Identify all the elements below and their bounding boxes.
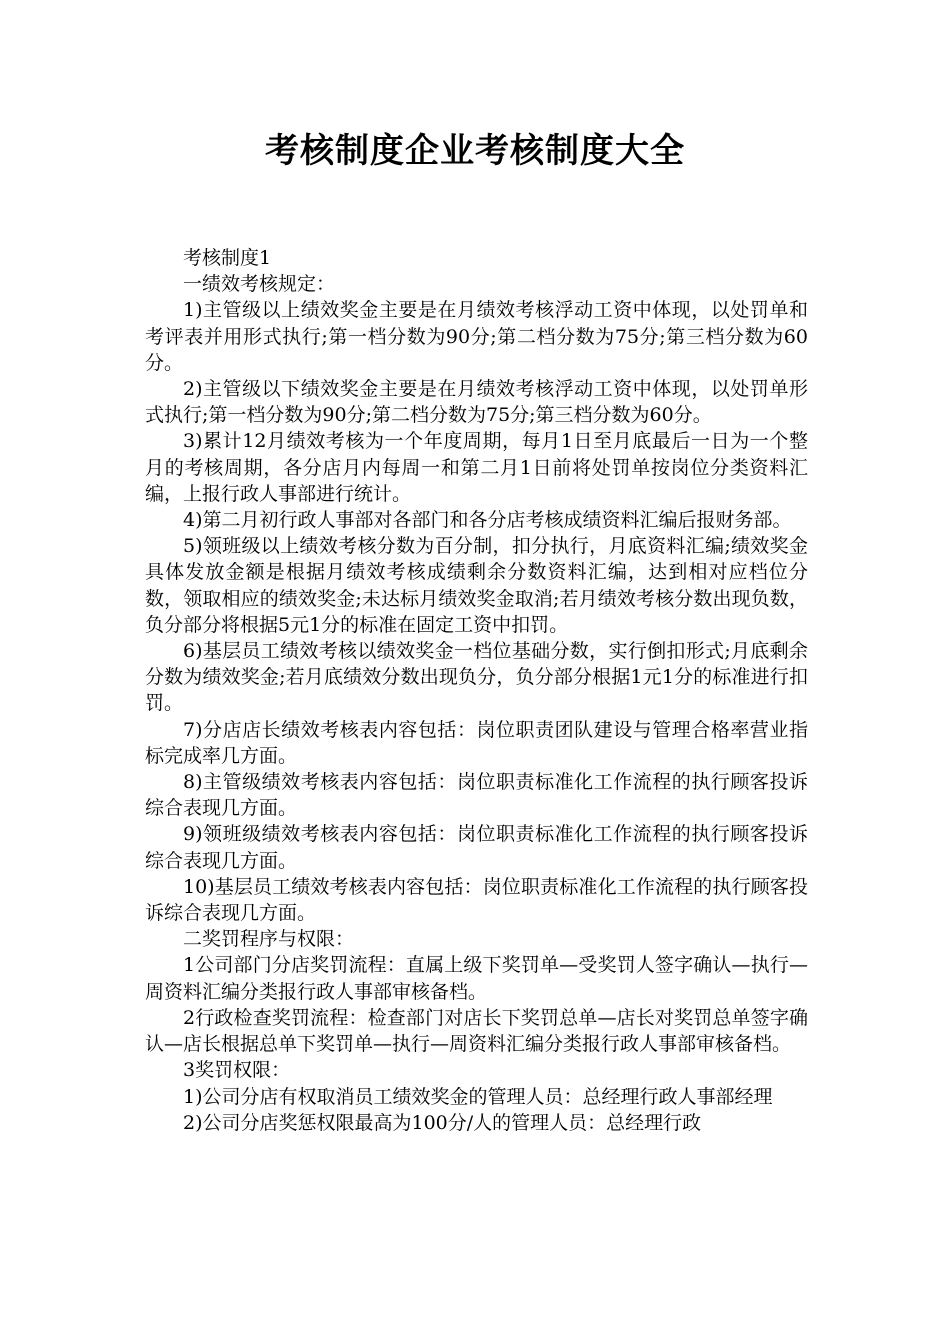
- document-body: [145, 245, 808, 1136]
- paragraph: 1公司部门分店奖罚流程：直属上级下奖罚单—受奖罚人签字确认—执行—周资料汇编分类报行政人事部审核备档。: [145, 954, 808, 1003]
- paragraph: 10)基层员工绩效考核表内容包括：岗位职责标准化工作流程的执行顾客投诉综合表现几方面。: [145, 875, 808, 925]
- paragraph: 7)分店店长绩效考核表内容包括：岗位职责团队建设与管理合格率营业指标完成率几方面。: [145, 718, 808, 767]
- paragraph: 6)基层员工绩效考核以绩效奖金一档位基础分数，实行倒扣形式;月底剩余分数为绩效奖金;若月底绩效分数出现负分，负分部分根据1元1分的标准进行扣罚。: [145, 640, 808, 715]
- paragraph: 2)公司分店奖惩权限最高为100分/人的管理人员：总经理行政: [183, 1111, 702, 1134]
- paragraph: 9)领班级绩效考核表内容包括：岗位职责标准化工作流程的执行顾客投诉综合表现几方面。: [145, 823, 808, 872]
- paragraph: 考核制度1: [183, 247, 272, 269]
- paragraph: 1)主管级以上绩效奖金主要是在月绩效考核浮动工资中体现，以处罚单和考评表并用形式执行;第一档分数为90分;第二档分数为75分;第三档分数为60分。: [145, 299, 808, 374]
- paragraph: 2行政检查奖罚流程：检查部门对店长下奖罚总单—店长对奖罚总单签字确认—店长根据总单下奖罚单—执行—周资料汇编分类报行政人事部审核备档。: [145, 1006, 808, 1056]
- paragraph: 3)累计12月绩效考核为一个年度周期，每月1日至月底最后一日为一个整月的考核周期，各分店月内每周一和第二月1日前将处罚单按岗位分类资料汇编，上报行政人事部进行统计。: [145, 430, 808, 505]
- paragraph: 8)主管级绩效考核表内容包括：岗位职责标准化工作流程的执行顾客投诉综合表现几方面。: [145, 771, 808, 820]
- paragraph: 3奖罚权限：: [183, 1059, 291, 1082]
- paragraph: 5)领班级以上绩效考核分数为百分制，扣分执行，月底资料汇编;绩效奖金具体发放金额是根据月绩效考核成绩剩余分数资料汇编，达到相对应档位分数，领取相应的绩效奖金;未达标月绩效奖金取消;若月绩效考核分数出现负数，负分部分将根据5元1分的标准在固定工资中扣罚。: [145, 535, 808, 636]
- document-title: 考核制度企业考核制度大全: [265, 131, 685, 171]
- paragraph: 1)公司分店有权取消员工绩效奖金的管理人员：总经理行政人事部经理: [183, 1085, 773, 1108]
- paragraph: 一绩效考核规定：: [183, 273, 336, 296]
- paragraph: 2)主管级以下绩效奖金主要是在月绩效考核浮动工资中体现，以处罚单形式执行;第一档分数为90分;第二档分数为75分;第三档分数为60分。: [145, 378, 808, 427]
- paragraph: 二奖罚程序与权限：: [183, 928, 355, 951]
- paragraph: 4)第二月初行政人事部对各部门和各分店考核成绩资料汇编后报财务部。: [183, 509, 792, 532]
